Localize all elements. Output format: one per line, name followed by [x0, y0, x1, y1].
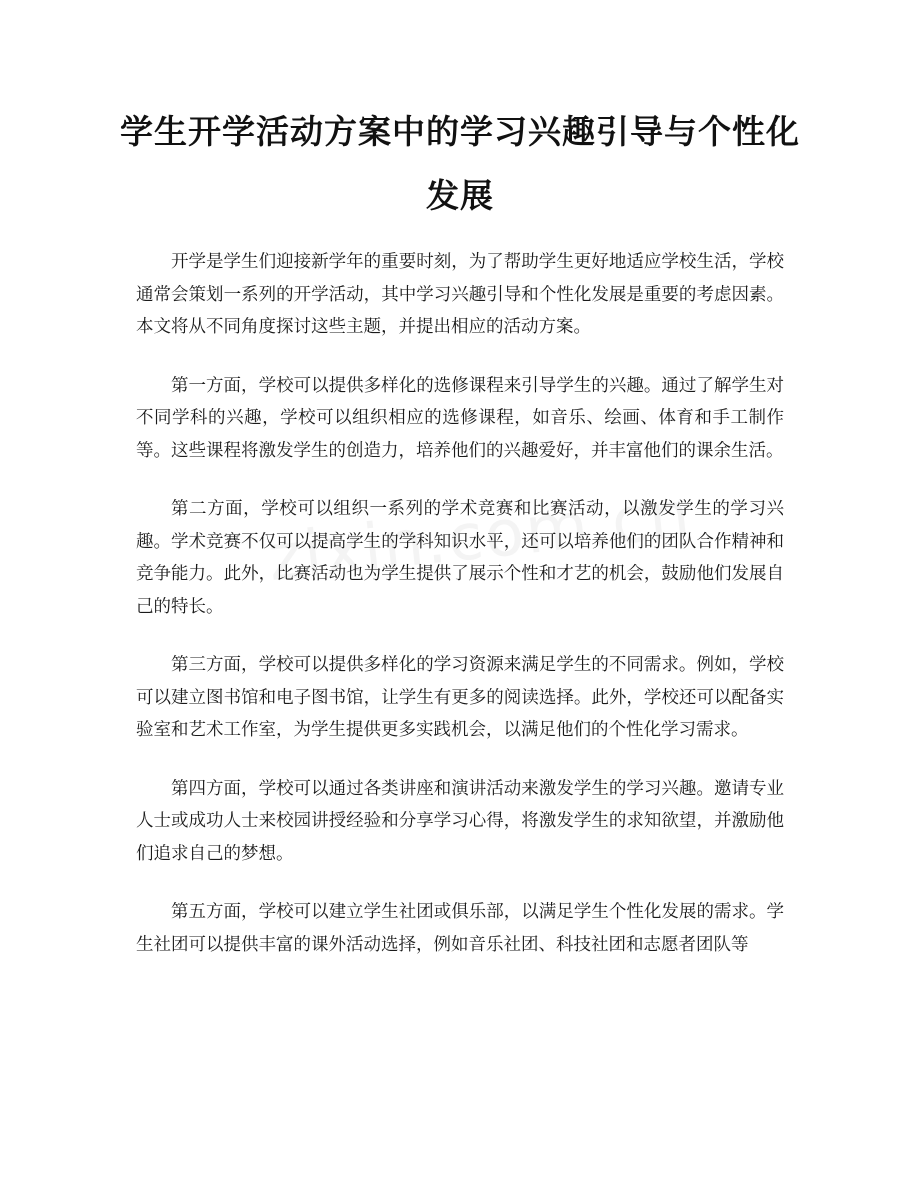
- paragraph-fourth-aspect: 第四方面，学校可以通过各类讲座和演讲活动来激发学生的学习兴趣。邀请专业人士或成功人士来校园讲授经验和分享学习心得，将激发学生的求知欲望，并激励他们追求自己的梦想。: [136, 778, 784, 864]
- paragraph-fifth-aspect: 第五方面，学校可以建立学生社团或俱乐部，以满足学生个性化发展的需求。学生社团可以提供丰富的课外活动选择，例如音乐社团、科技社团和志愿者团队等: [136, 902, 784, 955]
- document-title: 学生开学活动方案中的学习兴趣引导与个性化发展: [120, 112, 800, 215]
- paragraph-intro: 开学是学生们迎接新学年的重要时刻，为了帮助学生更好地适应学校生活，学校通常会策划一系列的开学活动，其中学习兴趣引导和个性化发展是重要的考虑因素。本文将从不同角度探讨这些主题，并提出相应的活动方案。: [136, 252, 784, 337]
- paragraph-second-aspect: 第二方面，学校可以组织一系列的学术竞赛和比赛活动，以激发学生的学习兴趣。学术竞赛不仅可以提高学生的学科知识水平，还可以培养他们的团队合作精神和竞争能力。此外，比赛活动也为学生提供了展示个性和才艺的机会，鼓励他们发展自己的特长。: [136, 499, 784, 617]
- paragraph-third-aspect: 第三方面，学校可以提供多样化的学习资源来满足学生的不同需求。例如，学校可以建立图书馆和电子图书馆，让学生有更多的阅读选择。此外，学校还可以配备实验室和艺术工作室，为学生提供更多实践机会，以满足他们的个性化学习需求。: [136, 655, 784, 740]
- paragraph-first-aspect: 第一方面，学校可以提供多样化的选修课程来引导学生的兴趣。通过了解学生对不同学科的兴趣，学校可以组织相应的选修课程，如音乐、绘画、体育和手工制作等。这些课程将激发学生的创造力，培养他们的兴趣爱好，并丰富他们的课余生活。: [136, 375, 784, 461]
- document-body: [136, 246, 784, 987]
